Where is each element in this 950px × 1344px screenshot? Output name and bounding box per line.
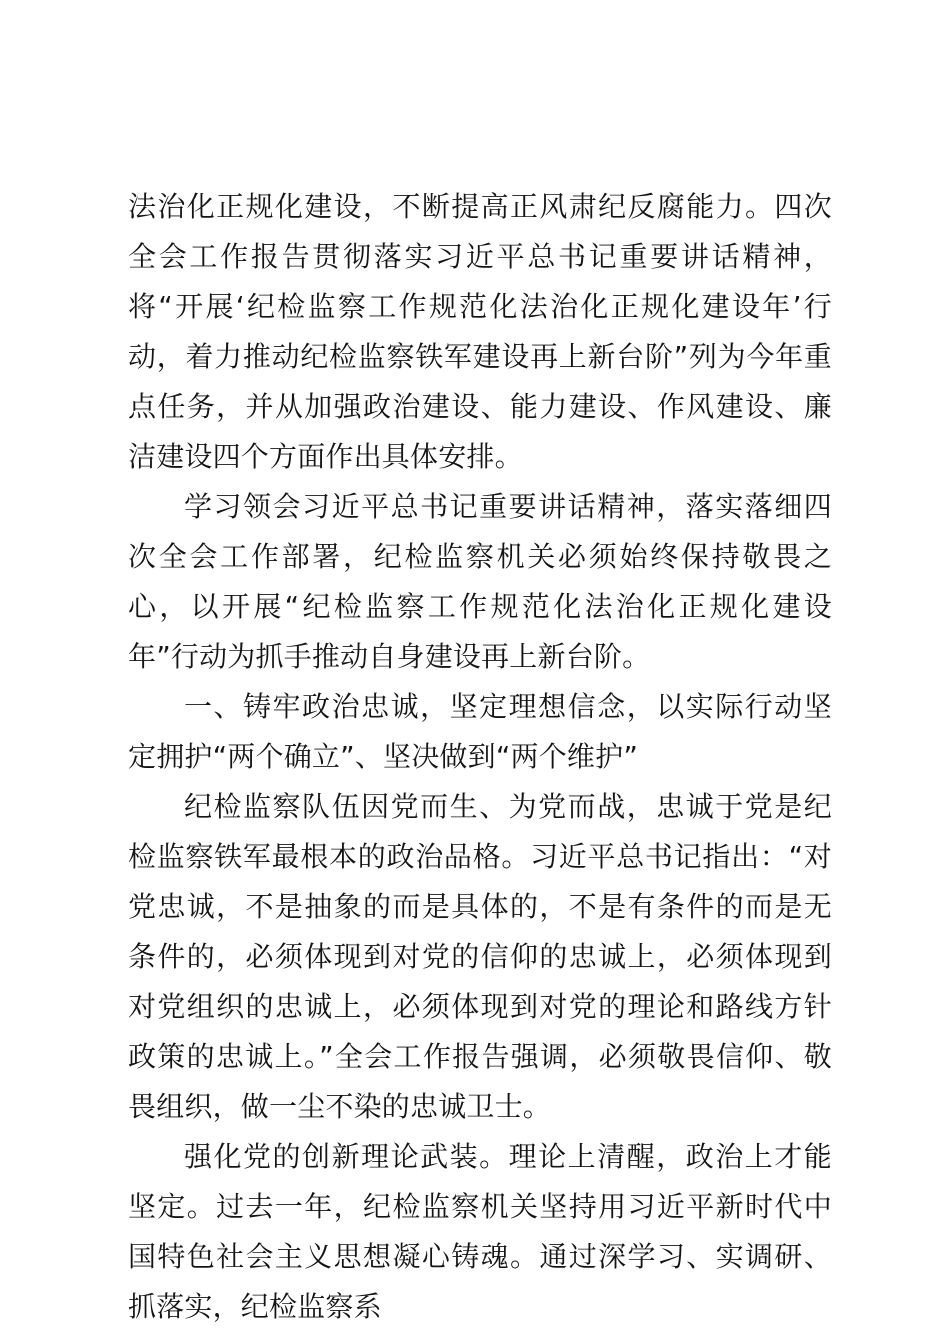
paragraph-loyalty: 纪检监察队伍因党而生、为党而战，忠诚于党是纪检监察铁军最根本的政治品格。习近平总书记指出：“对党忠诚，不是抽象的而是具体的，不是有条件的而是无条件的，必须体现到对党的信仰的忠诚上，必须体现到对党组织的忠诚上，必须体现到对党的理论和路线方针政策的忠诚上。”全会工作报告强调，必须敬畏信仰、敬畏组织，做一尘不染的忠诚卫士。	[128, 790, 832, 1123]
paragraph-theory-arming: 强化党的创新理论武装。理论上清醒，政治上才能坚定。过去一年，纪检监察机关坚持用习近平新时代中国特色社会主义思想凝心铸魂。通过深学习、实调研、抓落实，纪检监察系	[128, 1140, 832, 1323]
paragraph-study-spirit: 学习领会习近平总书记重要讲话精神，落实落细四次全会工作部署，纪检监察机关必须始终保持敬畏之心，以开展“纪检监察工作规范化法治化正规化建设年”行动为抓手推动自身建设再上新台阶。	[128, 490, 832, 673]
document-body	[128, 182, 832, 1332]
section-heading-one: 一、铸牢政治忠诚，坚定理想信念，以实际行动坚定拥护“两个确立”、坚决做到“两个维护”	[128, 690, 832, 773]
paragraph-continued: 法治化正规化建设，不断提高正风肃纪反腐能力。四次全会工作报告贯彻落实习近平总书记重要讲话精神，将“开展‘纪检监察工作规范化法治化正规化建设年’行动，着力推动纪检监察铁军建设再上新台阶”列为今年重点任务，并从加强政治建设、能力建设、作风建设、廉洁建设四个方面作出具体安排。	[128, 190, 832, 473]
